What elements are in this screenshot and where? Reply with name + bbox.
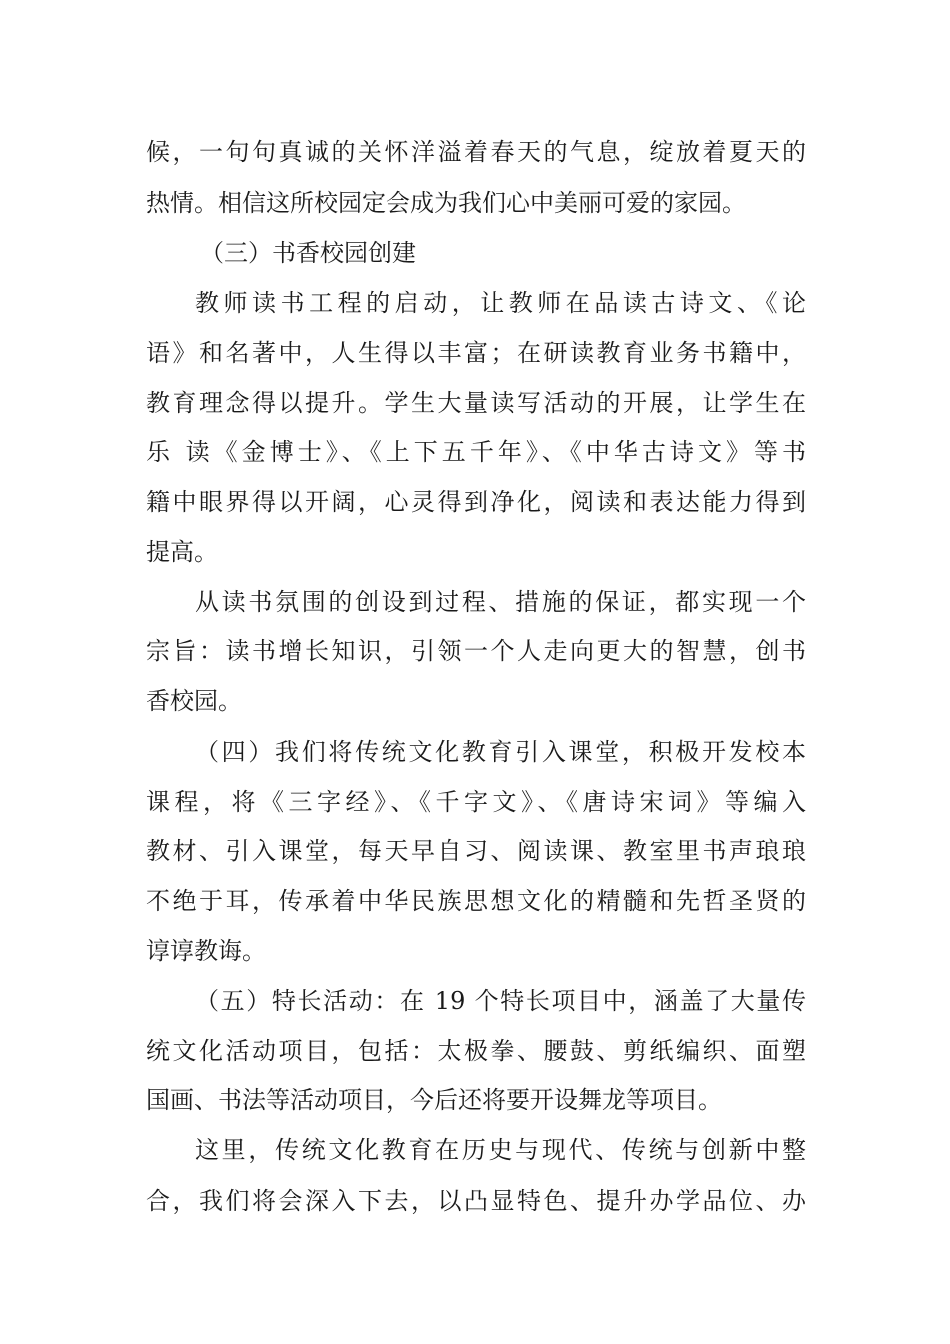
- text-line-18: （五）特长活动：在 19 个特长项目中，涵盖了大量传: [195, 987, 806, 1015]
- text-line-11: 宗旨：读书增长知识，引领一个人走向更大的智慧，创书: [146, 637, 806, 665]
- text-line-13: （四）我们将传统文化教育引入课堂，积极开发校本: [195, 738, 806, 766]
- text-line-5: 语》和名著中，人生得以丰富；在研读教育业务书籍中，: [146, 339, 806, 367]
- text-line-6: 教育理念得以提升。学生大量读写活动的开展，让学生在: [146, 389, 806, 417]
- text-line-2: 热情。相信这所校园定会成为我们心中美丽可爱的家园。: [146, 189, 746, 217]
- text-line-9: 提高。: [146, 538, 218, 566]
- section-heading-3: （三）书香校园创建: [200, 239, 416, 267]
- text-line-19: 统文化活动项目，包括：太极拳、腰鼓、剪纸编织、面塑: [146, 1037, 806, 1065]
- text-line-21: 这里，传统文化教育在历史与现代、传统与创新中整: [195, 1136, 806, 1164]
- text-line-4: 教师读书工程的启动，让教师在品读古诗文、《论: [195, 289, 806, 317]
- text-line-12: 香校园。: [146, 687, 242, 715]
- text-line-7: 乐 读《金博士》、《上下五千年》、《中华古诗文》等书: [146, 438, 806, 466]
- text-line-1: 候，一句句真诚的关怀洋溢着春天的气息，绽放着夏天的: [146, 138, 806, 166]
- text-line-20: 国画、书法等活动项目，今后还将要开设舞龙等项目。: [146, 1086, 722, 1114]
- text-line-8: 籍中眼界得以开阔，心灵得到净化，阅读和表达能力得到: [146, 488, 806, 516]
- text-line-14: 课程，将《三字经》、《千字文》、《唐诗宋词》等编入: [146, 788, 806, 816]
- text-line-22: 合，我们将会深入下去，以凸显特色、提升办学品位、办: [146, 1187, 806, 1215]
- text-line-15: 教材、引入课堂，每天早自习、阅读课、教室里书声琅琅: [146, 837, 806, 865]
- text-line-17: 谆谆教诲。: [146, 937, 266, 965]
- text-line-10: 从读书氛围的创设到过程、措施的保证，都实现一个: [195, 588, 806, 616]
- text-line-16: 不绝于耳，传承着中华民族思想文化的精髓和先哲圣贤的: [146, 887, 806, 915]
